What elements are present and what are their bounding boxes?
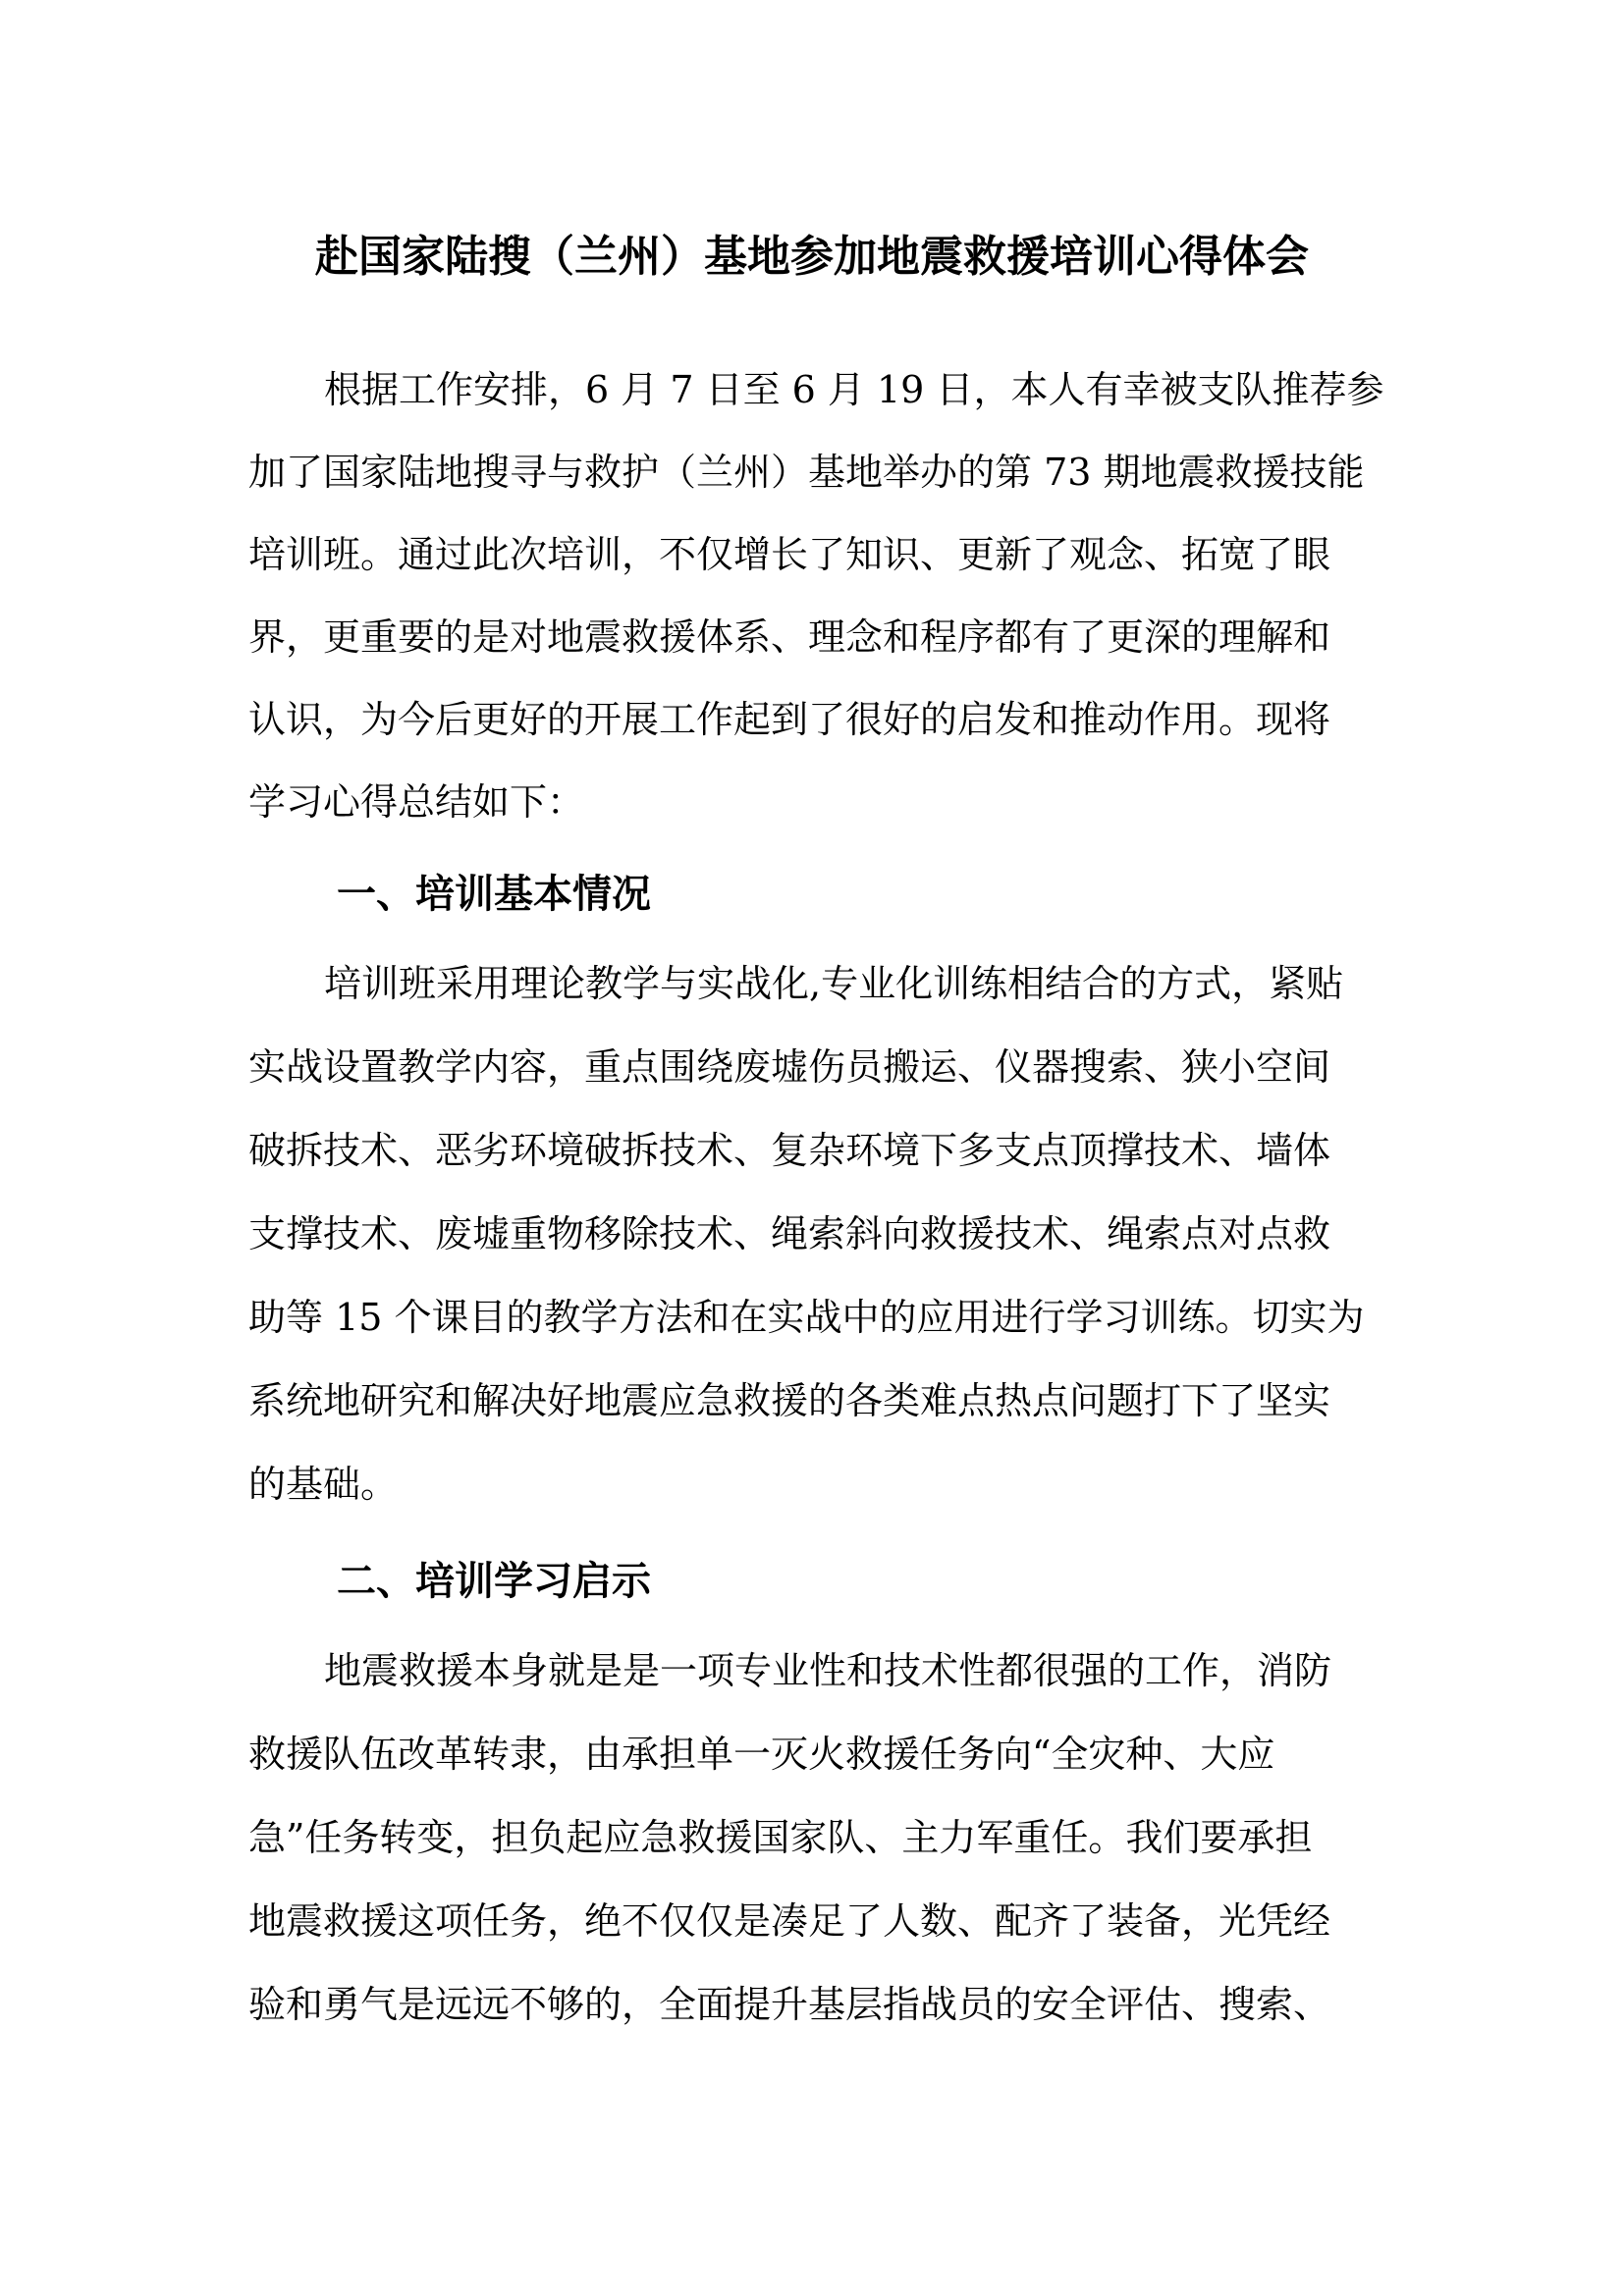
section2-line: 急”任务转变，担负起应急救援国家队、主力军重任。我们要承担 [248, 1816, 1313, 1859]
document-title: 赴国家陆搜（兰州）基地参加地震救援培训心得体会 [315, 232, 1309, 282]
section2-line: 地震救援这项任务，绝不仅仅是凑足了人数、配齐了装备，光凭经 [248, 1899, 1331, 1943]
intro-line: 学习心得总结如下： [248, 780, 585, 824]
section1-line: 助等 15 个课目的教学方法和在实战中的应用进行学习训练。切实为 [248, 1296, 1365, 1339]
section1-line: 破拆技术、恶劣环境破拆技术、复杂环境下多支点顶撑技术、墙体 [248, 1129, 1331, 1172]
section1-line: 实战设置教学内容，重点围绕废墟伤员搬运、仪器搜索、狭小空间 [248, 1045, 1331, 1089]
intro-line: 认识，为今后更好的开展工作起到了很好的启发和推动作用。现将 [248, 698, 1331, 741]
section1-line: 支撑技术、废墟重物移除技术、绳索斜向救援技术、绳索点对点救 [248, 1212, 1331, 1255]
section2-line: 救援队伍改革转隶，由承担单一灭火救援任务向“全灾种、大应 [248, 1733, 1275, 1776]
section2-line: 验和勇气是远远不够的，全面提升基层指战员的安全评估、搜索、 [248, 1983, 1331, 2026]
intro-line: 根据工作安排，6 月 7 日至 6 月 19 日，本人有幸被支队推荐参 [324, 368, 1384, 411]
section2-line: 地震救援本身就是是一项专业性和技术性都很强的工作，消防 [324, 1649, 1332, 1692]
section1-line: 的基础。 [248, 1463, 399, 1506]
section1-line: 系统地研究和解决好地震应急救援的各类难点热点问题打下了坚实 [248, 1379, 1331, 1422]
intro-line: 培训班。通过此次培训，不仅增长了知识、更新了观念、拓宽了眼 [248, 533, 1331, 576]
section1-line: 培训班采用理论教学与实战化,专业化训练相结合的方式，紧贴 [324, 962, 1344, 1005]
intro-line: 界，更重要的是对地震救援体系、理念和程序都有了更深的理解和 [248, 615, 1331, 659]
section-heading-training-overview: 一、培训基本情况 [337, 872, 651, 917]
section-heading-training-insights: 二、培训学习启示 [337, 1559, 651, 1604]
intro-line: 加了国家陆地搜寻与救护（兰州）基地举办的第 73 期地震救援技能 [248, 451, 1365, 494]
